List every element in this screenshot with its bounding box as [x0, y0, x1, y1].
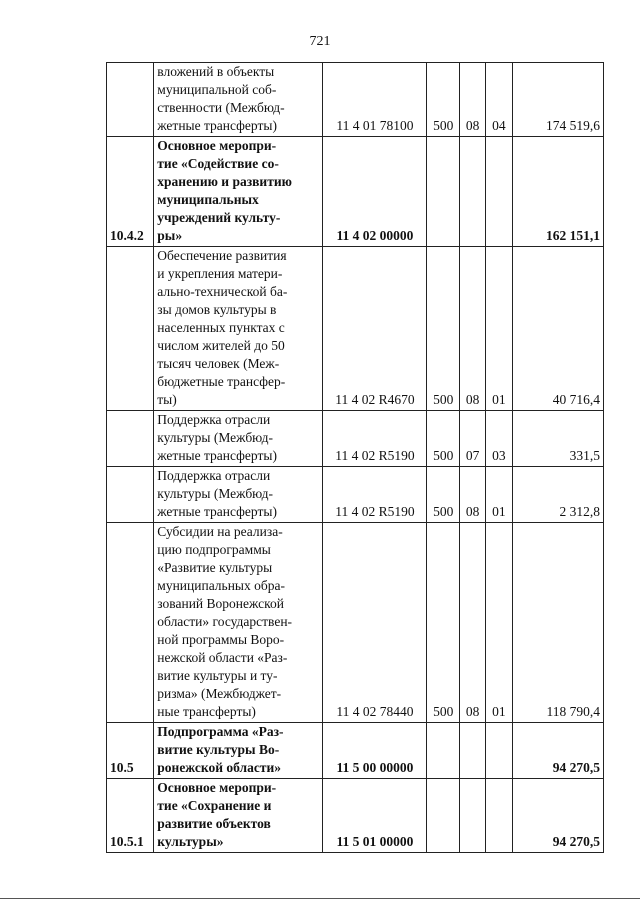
row-target-code: 11 4 02 R5190 — [323, 411, 427, 467]
row-name-line: культуры (Межбюд- — [157, 486, 273, 501]
row-subsection: 01 — [486, 523, 512, 723]
row-target-code: 11 4 01 78100 — [323, 63, 427, 137]
row-name-line: вложений в объекты — [157, 64, 275, 79]
row-number — [107, 411, 154, 467]
row-name-line: жетные трансферты) — [157, 504, 277, 519]
row-name-line: ственности (Межбюд- — [157, 100, 285, 115]
row-amount: 40 716,4 — [512, 247, 603, 411]
row-name-line: тие «Содействие со- — [157, 156, 279, 171]
row-target-code: 11 5 00 00000 — [323, 723, 427, 779]
row-name-line: жетные трансферты) — [157, 448, 277, 463]
row-target-code: 11 5 01 00000 — [323, 779, 427, 853]
row-expense-group — [427, 723, 460, 779]
table-row — [107, 467, 604, 523]
row-name-line: учреждений культу- — [157, 210, 281, 225]
row-expense-group — [427, 137, 460, 247]
row-name-line: области» государствен- — [157, 614, 293, 629]
row-subsection — [486, 779, 512, 853]
row-expense-group: 500 — [427, 523, 460, 723]
row-section: 08 — [460, 63, 486, 137]
footer-divider — [0, 898, 640, 899]
row-name — [154, 63, 323, 137]
row-expense-group: 500 — [427, 467, 460, 523]
row-number — [107, 467, 154, 523]
row-amount: 331,5 — [512, 411, 603, 467]
row-name — [154, 247, 323, 411]
row-name-line: культуры (Межбюд- — [157, 430, 273, 445]
row-name — [154, 467, 323, 523]
table-row — [107, 779, 604, 853]
budget-table-body — [107, 63, 604, 853]
table-row — [107, 723, 604, 779]
row-section: 08 — [460, 523, 486, 723]
row-name-line: Обеспечение развития — [157, 248, 287, 263]
row-expense-group: 500 — [427, 63, 460, 137]
row-subsection: 03 — [486, 411, 512, 467]
row-name-line: «Развитие культуры — [157, 560, 273, 575]
row-name — [154, 523, 323, 723]
row-name-line: муниципальных — [157, 192, 259, 207]
row-name — [154, 137, 323, 247]
row-name — [154, 411, 323, 467]
row-target-code: 11 4 02 78440 — [323, 523, 427, 723]
row-number — [107, 523, 154, 723]
row-target-code: 11 4 02 R5190 — [323, 467, 427, 523]
table-row — [107, 63, 604, 137]
row-name-line: тие «Сохранение и — [157, 798, 272, 813]
row-name-line: ры» — [157, 228, 183, 243]
row-section — [460, 723, 486, 779]
table-row — [107, 411, 604, 467]
row-name-line: зы домов культуры в — [157, 302, 277, 317]
row-name-line: витие культуры и ту- — [157, 668, 278, 683]
table-row — [107, 523, 604, 723]
row-name-line: цию подпрограммы — [157, 542, 271, 557]
row-name-line: Поддержка отрасли — [157, 468, 271, 483]
row-expense-group: 500 — [427, 411, 460, 467]
row-name-line: ные трансферты) — [157, 704, 256, 719]
row-name-line: ризма» (Межбюджет- — [157, 686, 282, 701]
row-section: 07 — [460, 411, 486, 467]
row-name — [154, 723, 323, 779]
row-name-line: культуры» — [157, 834, 224, 849]
table-row — [107, 137, 604, 247]
row-number: 10.4.2 — [107, 137, 154, 247]
row-subsection: 04 — [486, 63, 512, 137]
row-amount: 118 790,4 — [512, 523, 603, 723]
row-name-line: развитие объектов — [157, 816, 271, 831]
row-name-line: бюджетные трансфер- — [157, 374, 286, 389]
row-name-line: жетные трансферты) — [157, 118, 277, 133]
row-target-code: 11 4 02 00000 — [323, 137, 427, 247]
table-row — [107, 247, 604, 411]
row-expense-group: 500 — [427, 247, 460, 411]
row-name-line: Основное меропри- — [157, 780, 277, 795]
row-name-line: хранению и развитию — [157, 174, 292, 189]
row-subsection: 01 — [486, 247, 512, 411]
row-amount: 162 151,1 — [512, 137, 603, 247]
row-section: 08 — [460, 247, 486, 411]
row-section: 08 — [460, 467, 486, 523]
row-section — [460, 779, 486, 853]
row-name-line: Субсидии на реализа- — [157, 524, 283, 539]
row-number: 10.5.1 — [107, 779, 154, 853]
row-amount: 2 312,8 — [512, 467, 603, 523]
row-name-line: муниципальной соб- — [157, 82, 277, 97]
row-name-line: ально-технической ба- — [157, 284, 288, 299]
row-subsection — [486, 723, 512, 779]
row-name-line: ты) — [157, 392, 177, 407]
row-name-line: и укрепления матери- — [157, 266, 283, 281]
row-name-line: числом жителей до 50 — [157, 338, 285, 353]
row-name-line: нежской области «Раз- — [157, 650, 288, 665]
row-expense-group — [427, 779, 460, 853]
row-number — [107, 63, 154, 137]
row-name-line: Поддержка отрасли — [157, 412, 271, 427]
page-number: 721 — [309, 34, 331, 49]
row-name-line: Подпрограмма «Раз- — [157, 724, 284, 739]
row-amount: 94 270,5 — [512, 723, 603, 779]
row-amount: 174 519,6 — [512, 63, 603, 137]
row-name-line: тысяч человек (Меж- — [157, 356, 280, 371]
row-section — [460, 137, 486, 247]
row-name-line: зований Воронежской — [157, 596, 284, 611]
row-name-line: Основное меропри- — [157, 138, 277, 153]
budget-table — [106, 62, 604, 853]
row-target-code: 11 4 02 R4670 — [323, 247, 427, 411]
row-amount: 94 270,5 — [512, 779, 603, 853]
row-name-line: витие культуры Во- — [157, 742, 280, 757]
row-name-line: муниципальных обра- — [157, 578, 285, 593]
row-name-line: ронежской области» — [157, 760, 281, 775]
row-subsection: 01 — [486, 467, 512, 523]
row-subsection — [486, 137, 512, 247]
row-name — [154, 779, 323, 853]
row-name-line: населенных пунктах с — [157, 320, 285, 335]
row-name-line: ной программы Воро- — [157, 632, 285, 647]
row-number — [107, 247, 154, 411]
row-number: 10.5 — [107, 723, 154, 779]
